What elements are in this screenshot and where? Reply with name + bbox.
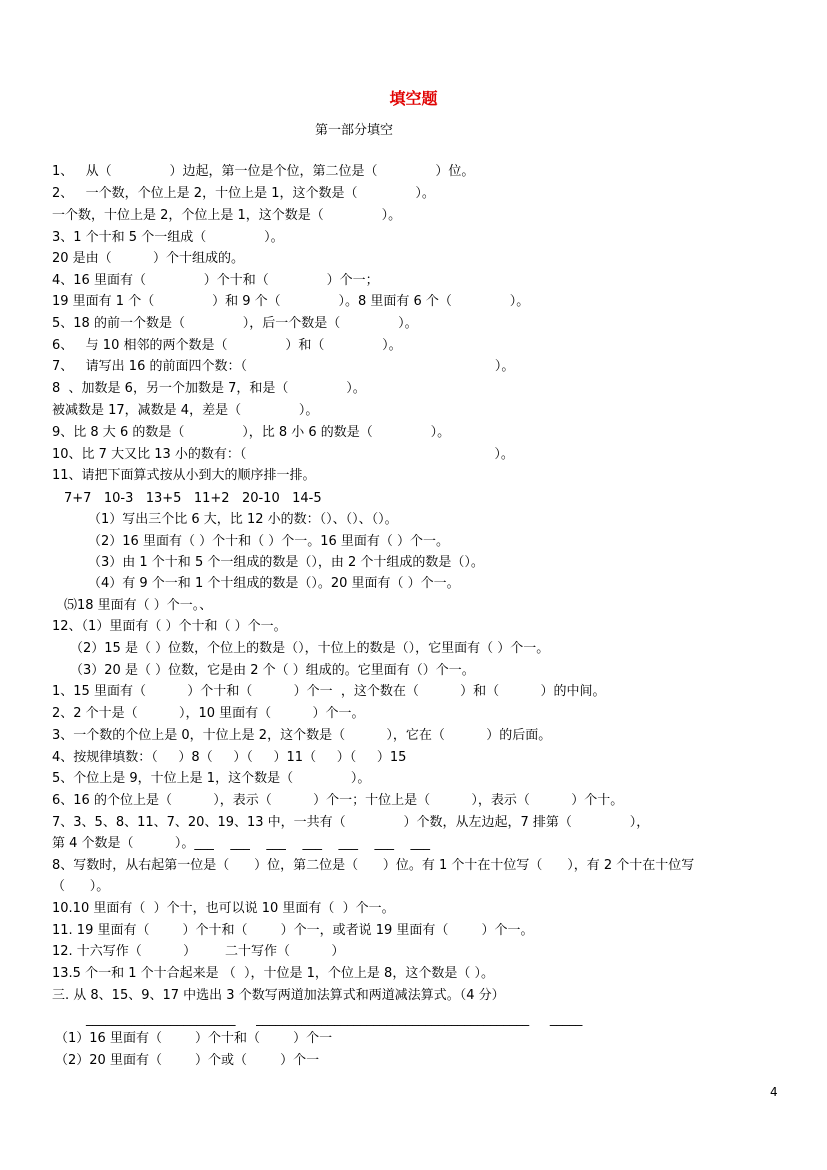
question-line: 7、3、5、8、11、7、20、19、13 中，一共有（ ）个数，从左边起，7 排第（ ），: [52, 815, 650, 830]
question-line: 2、 一个数，个位上是 2，十位上是 1，这个数是（ ）。: [52, 186, 435, 201]
question-line: 6、16 的个位上是（ ），表示（ ）个一；十位上是（ ），表示（ ）个十。: [52, 793, 624, 808]
question-line: 3、1 个十和 5 个一组成（ ）。: [52, 230, 284, 245]
question-line: （2）15 是（ ）位数，个位上的数是（），十位上的数是（），它里面有（ ）个一。: [70, 641, 550, 656]
page-title: 填空题: [389, 89, 438, 108]
question-line: （ ）。: [52, 879, 110, 894]
question-line: 第 4 个数是（ ）。___ ___ ___ ___ ___ ___ ___: [52, 836, 431, 851]
question-line: （3）20 是（ ）位数，它是由 2 个（ ）组成的。它里面有（）个一。: [70, 663, 475, 678]
question-line: 9、比 8 大 6 的数是（ ），比 8 小 6 的数是（ ）。: [52, 425, 451, 440]
question-line: 1、 从（ ）边起，第一位是个位，第二位是（ ）位。: [52, 164, 475, 179]
section-subtitle: 第一部分填空: [314, 123, 393, 138]
question-line: （2）20 里面有（ ）个或（ ）个一: [55, 1053, 320, 1068]
question-line: 20 是由（ ）个十组成的。: [52, 251, 244, 266]
question-line: 10、比 7 大又比 13 小的数有：（ ）。: [52, 447, 514, 462]
question-line: ⑸18 里面有（ ）个一。、: [64, 598, 213, 613]
question-line: （4）有 9 个一和 1 个十组成的数是（）。20 里面有（ ）个一。: [88, 576, 460, 591]
question-line: 10.10 里面有（ ）个十，也可以说 10 里面有（ ）个一。: [52, 901, 395, 916]
answer-blank-line: _______________________ __________________________________________ _____: [86, 1012, 583, 1027]
page-number: 4: [770, 1085, 778, 1099]
question-line: 4、按规律填数：（ ）8（ ）（ ）11（ ）（ ）15: [52, 750, 407, 765]
question-line: 3、一个数的个位上是 0，十位上是 2，这个数是（ ），它在（ ）的后面。: [52, 728, 552, 743]
question-line: （1）写出三个比 6 大，比 12 小的数：（）、（）、（）。: [88, 512, 398, 527]
question-line: 6、 与 10 相邻的两个数是（ ）和（ ）。: [52, 338, 402, 353]
question-line: 4、16 里面有（ ）个十和（ ）个一；: [52, 273, 379, 288]
question-line: 8、写数时，从右起第一位是（ ）位，第二位是（ ）位。有 1 个十在十位写（ ），有 2 个十在十位写: [52, 858, 695, 873]
question-line: 12、（1）里面有（ ）个十和（ ）个一。: [52, 619, 287, 634]
question-line: （3）由 1 个十和 5 个一组成的数是（），由 2 个十组成的数是（）。: [88, 555, 484, 570]
question-line: （1）16 里面有（ ）个十和（ ）个一: [55, 1031, 333, 1046]
question-line: （2）16 里面有（ ）个十和（ ）个一。16 里面有（ ）个一。: [88, 534, 450, 549]
question-line: 7、 请写出 16 的前面四个数：（ ）。: [52, 359, 515, 374]
question-line: 11、请把下面算式按从小到大的顺序排一排。: [52, 468, 316, 483]
question-line: 1、15 里面有（ ）个十和（ ）个一 ，这个数在（ ）和（ ）的中间。: [52, 684, 606, 699]
question-line: 三. 从 8、15、9、17 中选出 3 个数写两道加法算式和两道减法算式。（4 分）: [52, 988, 505, 1003]
question-line: 13.5 个一和 1 个十合起来是 （ ），十位是 1，个位上是 8，这个数是（ ）。: [52, 966, 494, 981]
question-line: 5、18 的前一个数是（ ），后一个数是（ ）。: [52, 316, 418, 331]
question-line: 8 、加数是 6，另一个加数是 7，和是（ ）。: [52, 381, 366, 396]
question-line: 11. 19 里面有（ ）个十和（ ）个一，或者说 19 里面有（ ）个一。: [52, 923, 534, 938]
question-line: 被减数是 17，减数是 4，差是（ ）。: [52, 403, 319, 418]
question-line: 2、2 个十是（ ），10 里面有（ ）个一。: [52, 706, 365, 721]
question-line: 19 里面有 1 个（ ）和 9 个（ ）。8 里面有 6 个（ ）。: [52, 294, 530, 309]
question-line: 5、个位上是 9，十位上是 1，这个数是（ ）。: [52, 771, 371, 786]
question-line: 7+7 10-3 13+5 11+2 20-10 14-5: [64, 491, 322, 506]
question-line: 一个数，十位上是 2，个位上是 1，这个数是（ ）。: [52, 208, 402, 223]
question-line: 12. 十六写作（ ） 二十写作（ ）: [52, 944, 345, 959]
